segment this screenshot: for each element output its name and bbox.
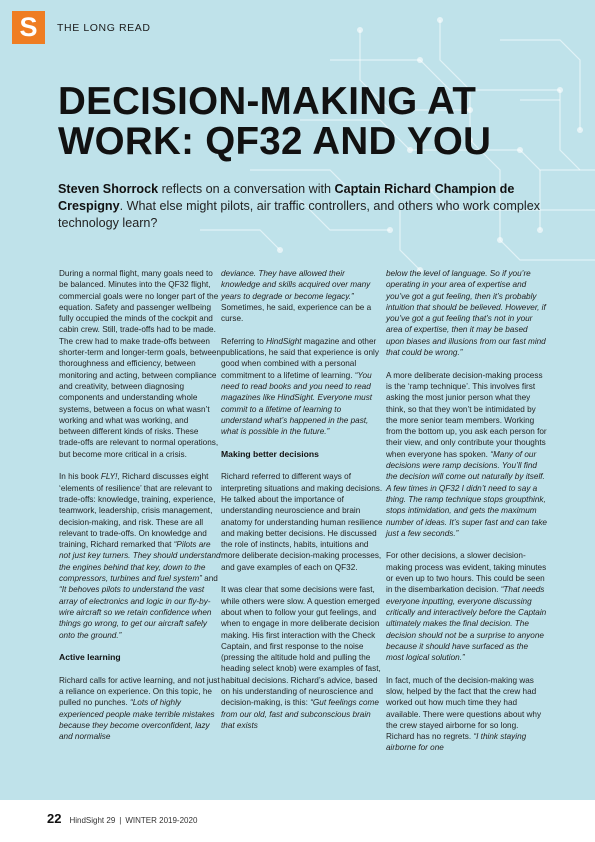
logo-letter: S [19, 12, 38, 42]
section-label: THE LONG READ [57, 22, 151, 34]
paragraph: During a normal flight, many goals need to be balanced. Minutes into the QF32 flight, commercial goals were no longer part of the equation. Safety and passenger wellbeing fully occupied the minds of the cockpit and cabin crew. Still, trade-offs had to be made. The crew had to make trade-offs between shorter-term and longer-term goals, between thoroughness and efficiency, between monitoring and acting, between compliance and creativity, between diagnosing components and understanding whole systems, between a focus on what wasn’t working and what was working, and between different kinds of risks. These trade-offs are relevant to normal operations, but become more critical in a crisis. [59, 269, 222, 459]
paragraph: Referring to HindSight magazine and other publications, he said that experience is only good when combined with a personal commitment to a lifetime of learning. “You need to read books and you need to read magazines like HindSight. Everyone must commit to a lifetime of learning to understand what’s happened in the past, what is possible in the future.” [221, 336, 379, 437]
page-number: 22 [47, 811, 62, 826]
paragraph: In fact, much of the decision-making was slow, helped by the fact that the crew had worked out how much time they had available. There were questions about why the crew stayed airborne for so long. Richard has no regrets. “I think staying airborne for one [386, 675, 542, 753]
author-name: Steven Shorrock [58, 182, 159, 196]
subheading-making-better-decisions: Making better decisions [221, 448, 319, 459]
paragraph: below the level of language. So if you’re operating in your area of expertise and you’ve got a gut feeling, then it’s probably intuition that should be believed. However, if you’ve got a gut feeling that’s not in your area of expertise, then it may be based upon biases and illusions from our fast mind that could be wrong.” [386, 269, 546, 358]
paragraph: Richard referred to different ways of interpreting situations and making decisions. He talked about the importance of understanding neuroscience and brain anatomy for understanding human resilience and making better decisions. He discussed the role of instincts, habits, intuitions and more deliberate decision-making processes, and gave examples of each on QF32. [221, 472, 383, 572]
magazine-logo [12, 11, 45, 44]
paragraph: Richard calls for active learning, and not just a reliance on experience. On this topic, he pulled no punches. “Lots of highly experienced people make terrible mistakes because they become overconfident, lazy and normalise [59, 675, 220, 742]
paragraph: It was clear that some decisions were fast, while others were slow. A question emerged about when to follow your gut feelings, and when to engage in more deliberate decision making. His first interaction with the Check Captain, and first response to the noise (pressing the altitude hold and pulling the heading select knob) were examples of fast, habitual decisions. Richard’s advice, based on his understanding of neuroscience and decision-making, is this: “Gut feelings come from our old, fast and subconscious brain that exists [221, 585, 381, 730]
paragraph: In his book FLY!, Richard discusses eight ‘elements of resilience’ that are relevant to trade-offs: knowledge, training, experience, teamwork, leadership, crisis management, decision-making, and risk. These are all relevant to trade-offs. On knowledge and training, Richard remarked that “Pilots are not just key turners. They should understand the engines behind that key, down to the compressors, turbines and fuel system” and “It behoves pilots to understand the vast array of electronics and logic in our fly-by-wire aircraft so we retain confidence when things go wrong, to get our aircraft safely onto the ground.” [59, 472, 221, 640]
article-title: DECISION-MAKING AT WORK: QF32 AND YOU [58, 80, 492, 163]
paragraph: A more deliberate decision-making process is the ‘ramp technique’. This involves first asking the most junior person what they think, so that they won’t be intimidated by the more senior team members. Working from the bottom up, you ask each person for their view, and only contribute your thoughts when everyone has spoken. “Many of our decisions were ramp decisions. You’ll find the decision will come out naturally by itself. A few times in QF32 I didn’t need to say a thing. The ramp technique stops groupthink, stops intimidation, and gets the maximum number of ideas. It’s super fast and can take just a few seconds.” [386, 370, 547, 538]
subheading-active-learning: Active learning [59, 652, 121, 663]
paragraph: For other decisions, a slower decision-making process was evident, taking minutes or even up to two hours. This could be seen in the disembarkation decision. “That needs everyone inputting, everyone discussing critically and interactively before the Captain ultimately makes the final decision. The decision should not be a surprise to anyone because it should have surfaced as the most logical solution.” [386, 551, 547, 663]
article-column-3 [386, 268, 548, 765]
subject-name: Captain Richard Champion de Crespigny [58, 182, 515, 213]
magazine-issue-name: HindSight 29 [69, 816, 116, 825]
standfirst-text-1: reflects on a conversation with [158, 182, 335, 196]
article-standfirst [58, 181, 558, 232]
article-column-2 [221, 268, 383, 742]
page-footer [47, 811, 197, 826]
paragraph: deviance. They have allowed their knowledge and skills acquired over many years to degrade or become legacy.” Sometimes, he said, experience can be a curse. [221, 269, 372, 324]
article-column-1 [59, 268, 221, 754]
standfirst-text-2: . What else might pilots, air traffic controllers, and others who work complex technology learn? [58, 199, 541, 230]
footer-separator: | [119, 816, 122, 825]
issue-date: WINTER 2019-2020 [125, 816, 198, 825]
